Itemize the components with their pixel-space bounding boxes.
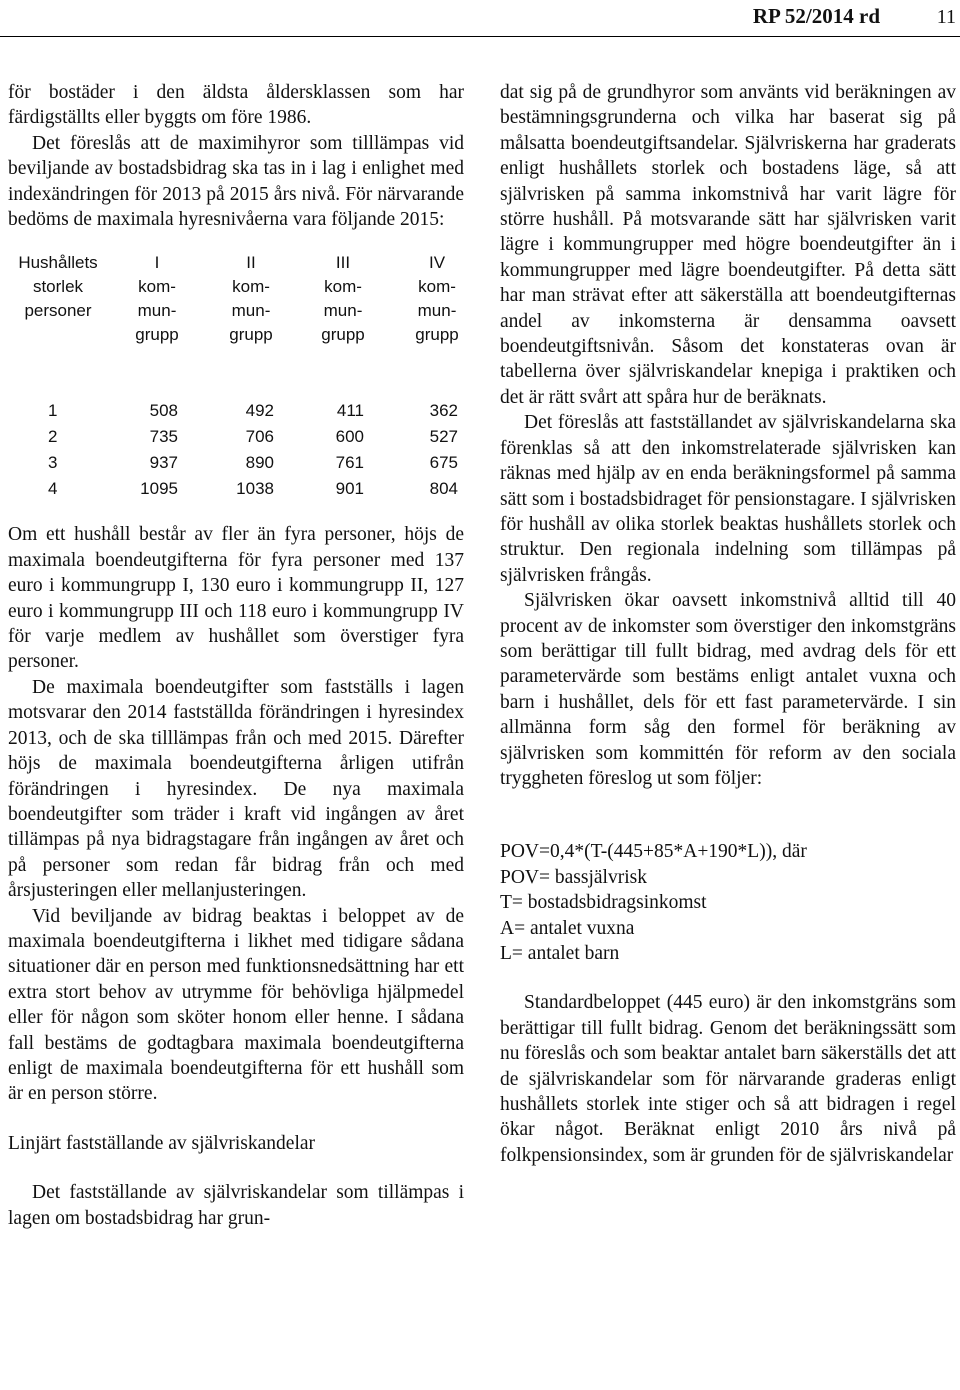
paragraph: Det föreslås att de maximihyror som tilllämpas vid beviljande av bostadsbidrag ska tas in i lag i enlighet med indexändringen för 2013 på 2015 års nivå. För närvarande bedöms de maximala hyresnivåerna vara följande 2015: bbox=[8, 132, 464, 231]
formula-line: L= antalet barn bbox=[500, 943, 620, 964]
formula-line: T= bostadsbidragsinkomst bbox=[500, 892, 707, 914]
header-cell-group-3 bbox=[310, 250, 376, 346]
table-cell: 1 bbox=[48, 401, 58, 421]
header-line: mun- bbox=[137, 301, 177, 321]
table-cell: 411 bbox=[336, 401, 364, 421]
header-line: kom- bbox=[138, 277, 176, 297]
table-cell: 706 bbox=[245, 427, 274, 447]
table-cell: 4 bbox=[48, 479, 58, 499]
table-cell: 1095 bbox=[140, 479, 178, 499]
table-cell: 890 bbox=[245, 453, 274, 473]
table-cell: 527 bbox=[429, 427, 458, 447]
paragraph: Vid beviljande av bidrag beaktas i beloppet av de maximala boendeutgifterna i likhet med tidigare sådana situationer där en person med funktionsnedsättning har ett extra stort behov av utrymme för behövliga hjälpmedel eller för någon som sköter honom eller henne. I sådana fall bestäms de godtagbara maximala boendeutgifterna enligt de maximala boendeutgifterna för ett hushåll som är en person större. bbox=[8, 905, 464, 1105]
header-line: mun- bbox=[417, 301, 457, 321]
header-line: grupp bbox=[321, 325, 365, 345]
max-rent-table bbox=[8, 250, 464, 522]
paragraph: De maximala boendeutgifter som fastställs i lagen motsvarar den 2014 fastställda förändringen i hyresindex 2013, och de ska tilllämpas från och med 2015. Därefter höjs de maximala boendeutgifterna årligen utifrån förändringen i hyresindex. De nya maximala boendeutgifter som träder i kraft vid ingången av året tillämpas på nya bidragstagare från ingången av året och på personer som redan får bidrag från och med årsjusteringen eller mellanjusteringen. bbox=[8, 676, 464, 902]
header-line: mun- bbox=[323, 301, 363, 321]
header-line: grupp bbox=[229, 325, 273, 345]
table-cell: 901 bbox=[335, 479, 364, 499]
document-id: RP 52/2014 rd bbox=[752, 4, 880, 28]
header-line: kom- bbox=[232, 277, 270, 297]
header-cell-group-2 bbox=[218, 250, 284, 346]
paragraph: Självrisken ökar oavsett inkomstnivå alltid till 40 procent av de inkomster som överstiger den inkomstgräns som berättigar till fullt bidrag, med avdrag dels för ett parametervärde som bestäms enligt antalet vuxna och barn i hushållet, dels för ett fast parametervärde. I sin allmänna form såg den formel för beräkning av självrisken som kommittén för reform av den sociala tryggheten föreslog ut som följer: bbox=[500, 590, 956, 789]
page-number: 11 bbox=[936, 6, 956, 28]
paragraph: Om ett hushåll består av fler än fyra personer, höjs de maximala boendeutgifterna för fyra personer med 137 euro i kommungrupp I, 130 euro i kommungrupp II, 127 euro i kommungrupp III och 118 euro i kommungrupp IV för varje medlem av hushållet som överstiger fyra personer. bbox=[8, 524, 464, 673]
table-cell: 492 bbox=[245, 401, 274, 421]
table-cell: 2 bbox=[48, 427, 58, 447]
table-cell: 937 bbox=[149, 453, 178, 473]
header-line: kom- bbox=[418, 277, 456, 297]
header-cell-group-1 bbox=[124, 250, 190, 346]
formula-line: POV=0,4*(T-(445+85*A+190*L)), där bbox=[500, 841, 807, 863]
table-cell: 600 bbox=[335, 427, 364, 447]
header-line: I bbox=[154, 253, 160, 273]
header-rule bbox=[0, 36, 960, 37]
header-line: grupp bbox=[415, 325, 459, 345]
paragraph: för bostäder i den äldsta åldersklassen som har färdigställts eller byggts om före 1986. bbox=[8, 82, 464, 129]
formula-line: POV= bassjälvrisk bbox=[500, 866, 647, 888]
paragraph: Det fastställande av självriskandelar som tillämpas i lagen om bostadsbidrag har grun- bbox=[8, 1182, 464, 1229]
table-cell: 3 bbox=[48, 453, 58, 473]
header-line: storlek bbox=[32, 277, 84, 297]
header-line: Hushållets bbox=[18, 253, 98, 273]
paragraph: Det föreslås att fastställandet av självriskandelarna ska förenklas så att den inkomstrelaterade självrisken kan räknas med hjälp av en enda beräkningsformel på samma sätt som i bostadsbidraget för pensionstagare. I självrisken för hushåll av olika storlek beaktas hushållets storlek och struktur. Den regionala indelning som tillämpas på självrisken frångås. bbox=[500, 412, 956, 586]
formula-block bbox=[500, 839, 956, 966]
left-column bbox=[8, 80, 464, 1231]
paragraph: Standardbeloppet (445 euro) är den inkomstgräns som berättigar till fullt bidrag. Genom det beräkningssätt som nu föreslås och som beaktar antalet barn säkerställs det att de självriskandelar som för närvarande graderas enligt hushållets storlek inte stiger och så att bidragen i regel ökar något. Beräknat enligt 2010 års nivå på folkpensionsindex, som är grunden för de självriskandelar bbox=[500, 992, 956, 1166]
header-line: kom- bbox=[324, 277, 362, 297]
table-cell: 804 bbox=[429, 479, 458, 499]
header-line: IV bbox=[428, 253, 446, 273]
table-cell: 735 bbox=[149, 427, 178, 447]
section-subheading: Linjärt fastställande av självriskandelar bbox=[8, 1132, 316, 1154]
header-line: II bbox=[246, 253, 256, 273]
table-cell: 508 bbox=[149, 401, 178, 421]
table-cell: 761 bbox=[335, 453, 364, 473]
header-line: personer bbox=[24, 301, 92, 321]
header-line: grupp bbox=[135, 325, 179, 345]
right-column bbox=[500, 80, 956, 1168]
formula-line: A= antalet vuxna bbox=[500, 917, 635, 939]
paragraph: dat sig på de grundhyror som använts vid beräkningen av bestämningsgrunderna och vilka har baserat sig på målsatta boendeutgiftsandelar. Självriskerna har graderats enligt hushållets storlek och bostadens läge, så att självrisken på samma inkomstnivå har varit lägre för större hushåll. På motsvarande sätt har självrisken varit lägre i kommungrupper med högre boendeutgifter än i kommungrupper med lägre boendeutgifter. På detta sätt har man strävat efter att säkerställa att boendeutgifternas andel av inkomsterna är densamma oavsett boendeutgiftsnivån. Såsom det konstateras ovan är tabellerna över självriskandelar knepiga i praktiken och det är rätt svårt att spåra hur de beräknats. bbox=[500, 82, 956, 408]
header-cell-group-4 bbox=[404, 250, 470, 346]
table-cell: 1038 bbox=[236, 479, 274, 499]
header-cell-household-size bbox=[8, 250, 108, 322]
header-line: III bbox=[335, 253, 351, 273]
table-cell: 675 bbox=[429, 453, 458, 473]
header-line: mun- bbox=[231, 301, 271, 321]
table-cell: 362 bbox=[429, 401, 458, 421]
page-header bbox=[0, 0, 960, 44]
